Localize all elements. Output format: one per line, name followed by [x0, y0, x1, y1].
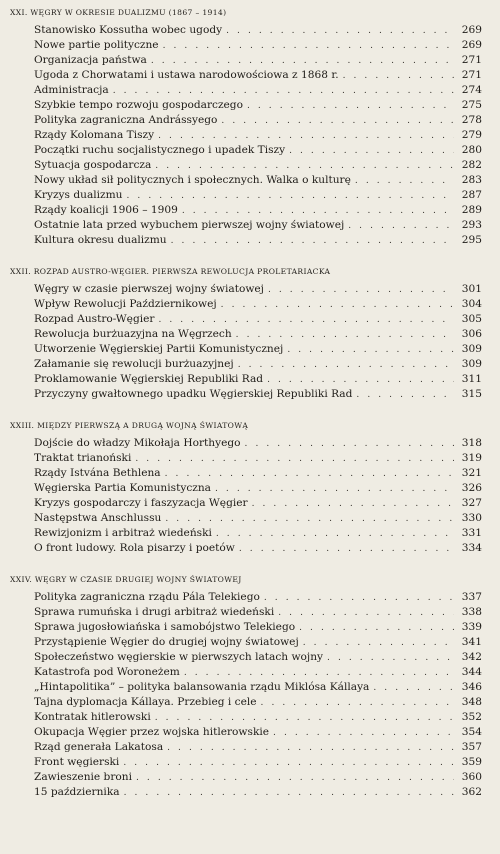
dot-leader — [165, 467, 454, 481]
page-number: 305 — [461, 313, 482, 325]
entry-title: Nowe partie polityczne — [34, 39, 159, 51]
entry-title: Traktat trianoński — [34, 452, 132, 464]
chapter-heading: XXII. ROZPAD AUSTRO-WĘGIER. PIERWSZA REWOLUCJA PROLETARIACKA — [10, 267, 331, 276]
entry-title: Sprawa jugosłowiańska i samobójstwo Telekiego — [34, 621, 296, 633]
dot-leader — [348, 219, 454, 233]
entry-title: Rządy Kolomana Tiszy — [34, 129, 155, 141]
page-number: 311 — [461, 373, 482, 385]
toc-entry — [10, 620, 482, 635]
toc-entry — [10, 203, 482, 218]
toc-entry — [10, 436, 482, 451]
toc-entry — [10, 23, 482, 38]
toc-entry — [10, 725, 482, 740]
toc-entry — [10, 173, 482, 188]
dot-leader — [303, 636, 454, 650]
entry-title: Sytuacja gospodarcza — [34, 159, 152, 171]
dot-leader — [167, 741, 454, 755]
entry-title: Rządy koalicji 1906 – 1909 — [34, 204, 178, 216]
entry-title: Rozpad Austro-Węgier — [34, 313, 155, 325]
entry-title: Wpływ Rewolucji Październikowej — [34, 298, 217, 310]
toc-entry — [10, 312, 482, 327]
toc-entry — [10, 342, 482, 357]
entry-title: Kryzys dualizmu — [34, 189, 123, 201]
dot-leader — [373, 681, 454, 695]
toc-entry — [10, 327, 482, 342]
page-number: 301 — [461, 283, 482, 295]
page-number: 326 — [461, 482, 482, 494]
toc-entry — [10, 98, 482, 113]
toc-entry — [10, 38, 482, 53]
entry-title: Sprawa rumuńska i drugi arbitraż wiedeński — [34, 606, 275, 618]
page-number: 283 — [461, 174, 482, 186]
dot-leader — [163, 39, 454, 53]
dot-leader — [155, 159, 454, 173]
toc-entry — [10, 635, 482, 650]
dot-leader — [155, 711, 454, 725]
page-number: 338 — [461, 606, 482, 618]
entry-title: Kultura okresu dualizmu — [34, 234, 167, 246]
dot-leader — [239, 542, 454, 556]
toc-entry — [10, 481, 482, 496]
toc-entry — [10, 357, 482, 372]
toc-entry — [10, 740, 482, 755]
entry-title: Następstwa Anschlussu — [34, 512, 162, 524]
page-number: 318 — [461, 437, 482, 449]
page-number: 306 — [461, 328, 482, 340]
entry-title: Administracja — [34, 84, 109, 96]
chapter-section — [10, 6, 482, 248]
page-number: 293 — [461, 219, 482, 231]
page-number: 280 — [461, 144, 482, 156]
page-number: 321 — [461, 467, 482, 479]
toc-entry — [10, 650, 482, 665]
entry-title: Społeczeństwo węgierskie w pierwszych latach wojny — [34, 651, 324, 663]
page-number: 304 — [461, 298, 482, 310]
dot-leader — [238, 358, 454, 372]
dot-leader — [273, 726, 454, 740]
dot-leader — [171, 234, 454, 248]
toc-entry — [10, 451, 482, 466]
entry-title: O front ludowy. Rola pisarzy i poetów — [34, 542, 235, 554]
toc-entry — [10, 387, 482, 402]
dot-leader — [151, 54, 454, 68]
entry-title: Przyczyny gwałtownego upadku Węgierskiej Republiki Rad — [34, 388, 353, 400]
entry-title: Kryzys gospodarczy i faszyzacja Węgier — [34, 497, 248, 509]
page-number: 269 — [461, 39, 482, 51]
page-number: 295 — [461, 234, 482, 246]
toc-entry — [10, 770, 482, 785]
toc-entry — [10, 282, 482, 297]
dot-leader — [268, 283, 454, 297]
dot-leader — [124, 786, 454, 800]
chapter-section — [10, 265, 482, 402]
entry-title: Węgry w czasie pierwszej wojny światowej — [34, 283, 264, 295]
page-number: 275 — [461, 99, 482, 111]
dot-leader — [215, 482, 454, 496]
entry-title: Polityka zagraniczna rządu Pála Telekiego — [34, 591, 260, 603]
toc-entry — [10, 526, 482, 541]
entry-list — [10, 590, 482, 800]
dot-leader — [158, 313, 454, 327]
page-number: 274 — [461, 84, 482, 96]
toc-entry — [10, 188, 482, 203]
entry-title: Ostatnie lata przed wybuchem pierwszej wojny światowej — [34, 219, 345, 231]
entry-title: Zawieszenie broni — [34, 771, 132, 783]
toc-entry — [10, 68, 482, 83]
entry-list — [10, 436, 482, 556]
dot-leader — [221, 298, 454, 312]
page-number: 282 — [461, 159, 482, 171]
entry-title: 15 października — [34, 786, 120, 798]
page-number: 309 — [461, 358, 482, 370]
dot-leader — [123, 756, 454, 770]
page-number: 357 — [461, 741, 482, 753]
dot-leader — [158, 129, 454, 143]
entry-title: Organizacja państwa — [34, 54, 147, 66]
entry-title: Początki ruchu socjalistycznego i upadek Tiszy — [34, 144, 286, 156]
dot-leader — [182, 204, 454, 218]
toc-entry — [10, 466, 482, 481]
entry-title: Ugoda z Chorwatami i ustawa narodowościowa z 1868 r. — [34, 69, 339, 81]
page-number: 352 — [461, 711, 482, 723]
page-number: 362 — [461, 786, 482, 798]
page-number: 315 — [461, 388, 482, 400]
toc-entry — [10, 113, 482, 128]
entry-title: Okupacja Węgier przez wojska hitlerowskie — [34, 726, 270, 738]
dot-leader — [356, 388, 454, 402]
page-number: 359 — [461, 756, 482, 768]
dot-leader — [299, 621, 454, 635]
toc-entry — [10, 695, 482, 710]
toc-entry — [10, 218, 482, 233]
toc-entry — [10, 680, 482, 695]
page-number: 309 — [461, 343, 482, 355]
page-number: 278 — [461, 114, 482, 126]
toc-entry — [10, 541, 482, 556]
toc-entry — [10, 158, 482, 173]
chapter-heading: XXIII. MIĘDZY PIERWSZĄ A DRUGĄ WOJNĄ ŚWIATOWĄ — [10, 421, 249, 430]
dot-leader — [264, 591, 454, 605]
dot-leader — [327, 651, 454, 665]
dot-leader — [136, 771, 454, 785]
toc-entry — [10, 297, 482, 312]
page-number: 271 — [461, 69, 482, 81]
entry-title: Polityka zagraniczna Andrássyego — [34, 114, 218, 126]
toc-entry — [10, 785, 482, 800]
page-number: 344 — [461, 666, 482, 678]
entry-title: Węgierska Partia Komunistyczna — [34, 482, 211, 494]
entry-title: Kontratak hitlerowski — [34, 711, 151, 723]
dot-leader — [113, 84, 454, 98]
dot-leader — [126, 189, 454, 203]
chapter-heading: XXIV. WĘGRY W CZASIE DRUGIEJ WOJNY ŚWIATOWEJ — [10, 575, 242, 584]
entry-title: Tajna dyplomacja Kállaya. Przebieg i cele — [34, 696, 257, 708]
page-number: 354 — [461, 726, 482, 738]
toc-entry — [10, 128, 482, 143]
dot-leader — [252, 497, 454, 511]
page-number: 346 — [461, 681, 482, 693]
page-number: 289 — [461, 204, 482, 216]
dot-leader — [165, 512, 454, 526]
dot-leader — [289, 144, 454, 158]
dot-leader — [261, 696, 454, 710]
toc-entry — [10, 53, 482, 68]
page-number: 269 — [461, 24, 482, 36]
toc-entry — [10, 755, 482, 770]
toc-entry — [10, 496, 482, 511]
entry-title: Przystąpienie Węgier do drugiej wojny światowej — [34, 636, 299, 648]
page-number: 337 — [461, 591, 482, 603]
dot-leader — [221, 114, 454, 128]
toc-entry — [10, 143, 482, 158]
toc-entry — [10, 511, 482, 526]
table-of-contents — [10, 6, 482, 800]
toc-entry — [10, 372, 482, 387]
entry-title: Stanowisko Kossutha wobec ugody — [34, 24, 223, 36]
entry-list — [10, 282, 482, 402]
page-number: 334 — [461, 542, 482, 554]
page-number: 319 — [461, 452, 482, 464]
toc-entry — [10, 83, 482, 98]
entry-title: Proklamowanie Węgierskiej Republiki Rad — [34, 373, 264, 385]
entry-title: Rewizjonizm i arbitraż wiedeński — [34, 527, 212, 539]
dot-leader — [245, 437, 454, 451]
entry-title: Rewolucja burżuazyjna na Węgrzech — [34, 328, 232, 340]
page-number: 339 — [461, 621, 482, 633]
toc-entry — [10, 590, 482, 605]
entry-title: Szybkie tempo rozwoju gospodarczego — [34, 99, 243, 111]
entry-title: Nowy układ sił politycznych i społecznych. Walka o kulturę — [34, 174, 351, 186]
entry-title: „Hintapolitika” – polityka balansowania rządu Miklósa Kállaya — [34, 681, 370, 693]
entry-title: Katastrofa pod Woroneżem — [34, 666, 180, 678]
entry-title: Front węgierski — [34, 756, 120, 768]
toc-entry — [10, 605, 482, 620]
page-number: 279 — [461, 129, 482, 141]
page-number: 327 — [461, 497, 482, 509]
page-number: 271 — [461, 54, 482, 66]
dot-leader — [267, 373, 454, 387]
page-number: 330 — [461, 512, 482, 524]
entry-title: Rządy Istvána Bethlena — [34, 467, 161, 479]
entry-title: Załamanie się rewolucji burżuazyjnej — [34, 358, 234, 370]
chapter-heading: XXI. WĘGRY W OKRESIE DUALIZMU (1867 – 1914) — [10, 8, 227, 17]
dot-leader — [343, 69, 454, 83]
page-number: 287 — [461, 189, 482, 201]
toc-entry — [10, 233, 482, 248]
dot-leader — [355, 174, 454, 188]
chapter-section — [10, 573, 482, 800]
entry-title: Dojście do władzy Mikołaja Horthyego — [34, 437, 241, 449]
chapter-section — [10, 419, 482, 556]
page-number: 348 — [461, 696, 482, 708]
toc-entry — [10, 710, 482, 725]
page-number: 342 — [461, 651, 482, 663]
entry-title: Rząd generała Lakatosa — [34, 741, 164, 753]
dot-leader — [247, 99, 454, 113]
entry-title: Utworzenie Węgierskiej Partii Komunistycznej — [34, 343, 284, 355]
page-number: 331 — [461, 527, 482, 539]
page-number: 341 — [461, 636, 482, 648]
toc-entry — [10, 665, 482, 680]
dot-leader — [226, 24, 454, 38]
dot-leader — [287, 343, 454, 357]
dot-leader — [184, 666, 454, 680]
dot-leader — [236, 328, 454, 342]
dot-leader — [135, 452, 454, 466]
dot-leader — [278, 606, 454, 620]
entry-list — [10, 23, 482, 248]
page-number: 360 — [461, 771, 482, 783]
dot-leader — [216, 527, 454, 541]
